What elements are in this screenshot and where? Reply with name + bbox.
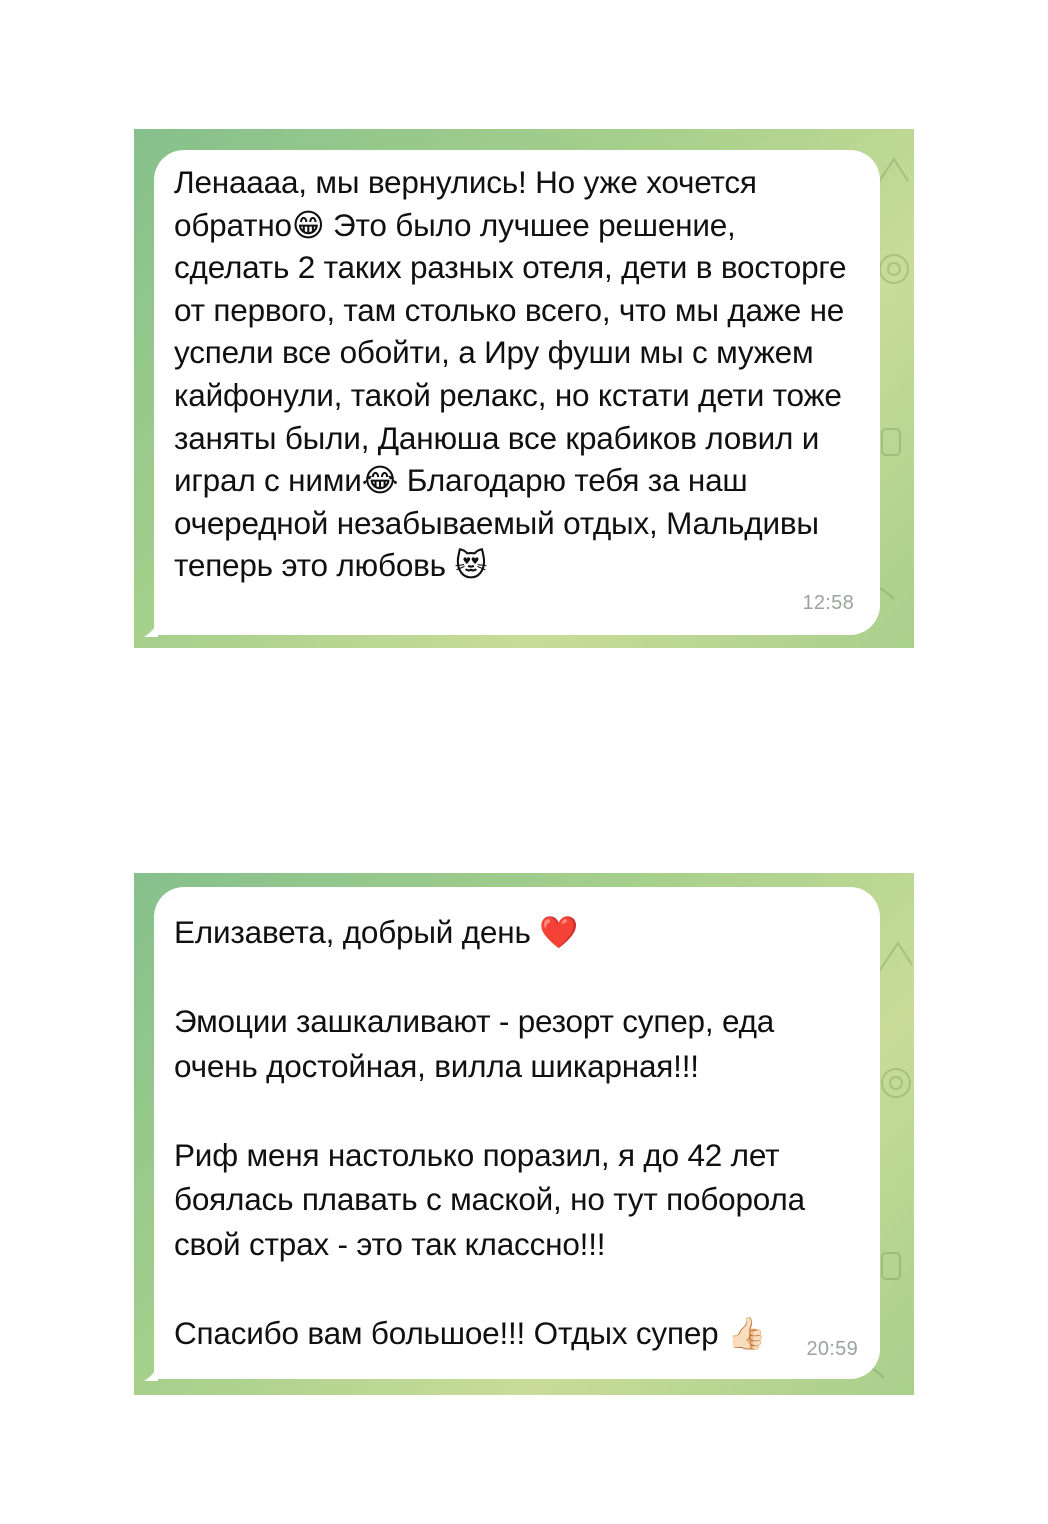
bubble-tail [144,621,158,637]
chat-screenshot-2 [134,873,914,1395]
message-bubble[interactable] [154,150,880,635]
message-timestamp: 20:59 [806,1338,858,1360]
chat-screenshot-1 [134,129,914,648]
message-bubble[interactable] [154,887,880,1379]
message-text: Ленаааа, мы вернулись! Но уже хочется обратно😁 Это было лучшее решение, сделать 2 таких разных отеля, дети в восторге от первого, там столько всего, что мы даже не успели все обойти, а Иру фуши мы с мужем кайфонули, такой релакс, но кстати дети тоже заняты были, Данюша все крабиков ловил и играл с ними😂 Благодарю тебя за наш очередной незабываемый отдых, Мальдивы теперь это любовь 😻 [174,164,855,584]
message-timestamp: 12:58 [802,592,854,614]
message-text: Елизавета, добрый день ❤️ Эмоции зашкаливают - резорт супер, еда очень достойная, вилла шикарная!!! Риф меня настолько поразил, я до 42 лет боялась плавать с маской, но тут поборола свой страх - это так классно!!! Спасибо вам большое!!! Отдых супер 👍🏻 [174,914,805,1351]
bubble-tail [144,1365,158,1381]
